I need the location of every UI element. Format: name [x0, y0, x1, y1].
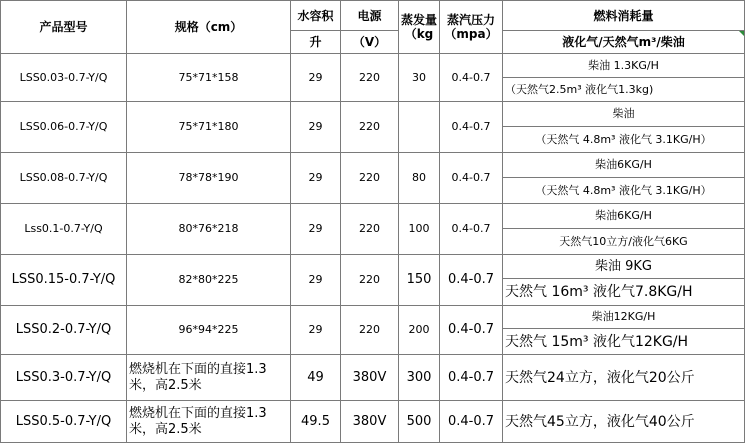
cell-evap — [399, 102, 440, 153]
cell-pressure: 0.4-0.7 — [440, 306, 503, 355]
cell-pressure: 0.4-0.7 — [440, 54, 503, 102]
cell-fuel-primary: 柴油 1.3KG/H — [503, 54, 745, 78]
header-spec: 规格（cm） — [127, 1, 291, 54]
cell-pressure: 0.4-0.7 — [440, 355, 503, 401]
cell-fuel: 天然气45立方，液化气40公斤 — [503, 401, 745, 443]
cell-water: 29 — [291, 153, 341, 204]
cell-power: 220 — [341, 54, 399, 102]
cell-water: 29 — [291, 255, 341, 306]
cell-pressure: 0.4-0.7 — [440, 255, 503, 306]
header-water-unit: 升 — [291, 31, 341, 54]
cell-water: 29 — [291, 204, 341, 255]
cell-water: 29 — [291, 54, 341, 102]
cell-fuel-secondary: （天然气2.5m³ 液化气1.3kg) — [503, 78, 745, 102]
cell-water: 49.5 — [291, 401, 341, 443]
cell-power: 380V — [341, 355, 399, 401]
cell-power: 220 — [341, 306, 399, 355]
cell-fuel-primary: 柴油 — [503, 102, 745, 127]
cell-water: 29 — [291, 306, 341, 355]
cell-spec: 75*71*158 — [127, 54, 291, 102]
cell-spec: 燃烧机在下面的直接1.3米，高2.5米 — [127, 401, 291, 443]
table-row — [1, 355, 745, 401]
cell-fuel-secondary: 天然气 15m³ 液化气12KG/H — [503, 329, 745, 355]
cell-power: 220 — [341, 204, 399, 255]
cell-fuel-primary: 柴油6KG/H — [503, 153, 745, 178]
cell-pressure: 0.4-0.7 — [440, 204, 503, 255]
cell-model: LSS0.3-0.7-Y/Q — [1, 355, 127, 401]
cell-pressure: 0.4-0.7 — [440, 401, 503, 443]
cell-model: LSS0.06-0.7-Y/Q — [1, 102, 127, 153]
cell-model: LSS0.08-0.7-Y/Q — [1, 153, 127, 204]
cell-fuel-secondary: 天然气 16m³ 液化气7.8KG/H — [503, 279, 745, 306]
cell-power: 220 — [341, 153, 399, 204]
header-evap: 蒸发量（kg — [399, 1, 440, 54]
header-water: 水容积 — [291, 1, 341, 31]
header-fuel-sub: 液化气/天然气m³/柴油 — [503, 31, 745, 54]
table-row — [1, 401, 745, 443]
cell-evap: 100 — [399, 204, 440, 255]
table-row — [1, 255, 745, 279]
table-row — [1, 204, 745, 229]
cell-power: 220 — [341, 255, 399, 306]
cell-fuel-primary: 柴油6KG/H — [503, 204, 745, 229]
cell-power: 220 — [341, 102, 399, 153]
cell-spec: 燃烧机在下面的直接1.3米，高2.5米 — [127, 355, 291, 401]
cell-spec: 80*76*218 — [127, 204, 291, 255]
cell-pressure: 0.4-0.7 — [440, 102, 503, 153]
cell-evap: 300 — [399, 355, 440, 401]
cell-pressure: 0.4-0.7 — [440, 153, 503, 204]
cell-spec: 78*78*190 — [127, 153, 291, 204]
cell-fuel: 天然气24立方，液化气20公斤 — [503, 355, 745, 401]
header-pressure: 蒸汽压力（mpa） — [440, 1, 503, 54]
header-power-unit: （V） — [341, 31, 399, 54]
cell-evap: 150 — [399, 255, 440, 306]
cell-model: Lss0.1-0.7-Y/Q — [1, 204, 127, 255]
table-row — [1, 306, 745, 329]
cell-fuel-secondary: 天然气10立方/液化气6KG — [503, 229, 745, 255]
cell-fuel-secondary: （天然气 4.8m³ 液化气 3.1KG/H） — [503, 178, 745, 204]
cell-model: LSS0.2-0.7-Y/Q — [1, 306, 127, 355]
header-model: 产品型号 — [1, 1, 127, 54]
cell-fuel-primary: 柴油12KG/H — [503, 306, 745, 329]
header-power: 电源 — [341, 1, 399, 31]
table-row — [1, 153, 745, 178]
cell-model: LSS0.5-0.7-Y/Q — [1, 401, 127, 443]
table-row — [1, 54, 745, 78]
cell-evap: 80 — [399, 153, 440, 204]
cell-spec: 75*71*180 — [127, 102, 291, 153]
header-fuel: 燃料消耗量 — [503, 1, 745, 31]
cell-model: LSS0.15-0.7-Y/Q — [1, 255, 127, 306]
cell-evap: 200 — [399, 306, 440, 355]
cell-fuel-primary: 柴油 9KG — [503, 255, 745, 279]
table-row — [1, 102, 745, 127]
cell-spec: 96*94*225 — [127, 306, 291, 355]
cell-fuel-secondary: （天然气 4.8m³ 液化气 3.1KG/H） — [503, 127, 745, 153]
cell-evap: 500 — [399, 401, 440, 443]
cell-power: 380V — [341, 401, 399, 443]
cell-spec: 82*80*225 — [127, 255, 291, 306]
cell-evap: 30 — [399, 54, 440, 102]
cell-model: LSS0.03-0.7-Y/Q — [1, 54, 127, 102]
header-row — [1, 1, 745, 31]
cell-water: 49 — [291, 355, 341, 401]
cell-water: 29 — [291, 102, 341, 153]
